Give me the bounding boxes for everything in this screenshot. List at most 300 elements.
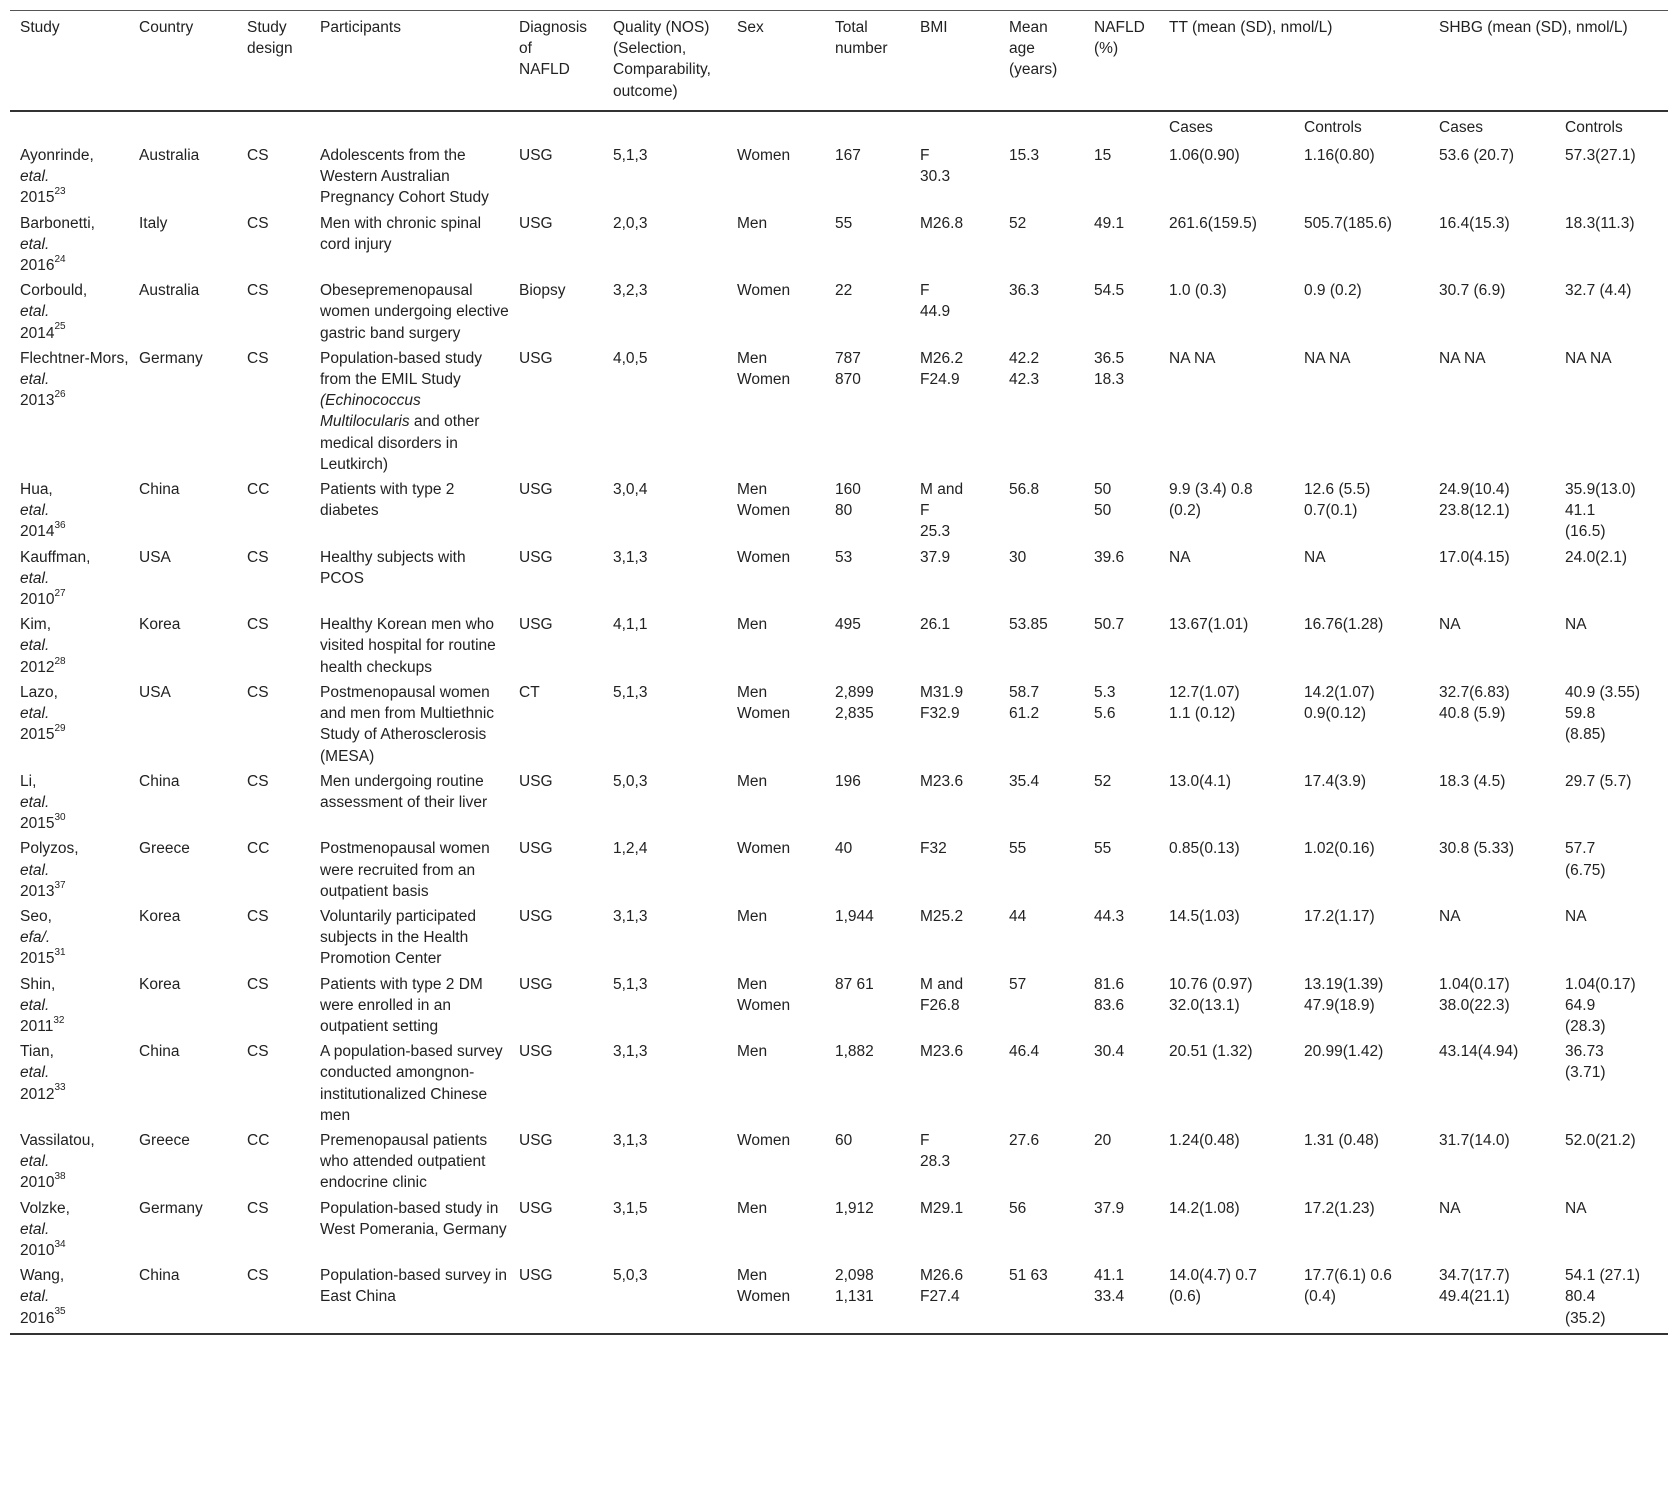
cell-sex xyxy=(727,680,825,769)
cell-quality: 3,1,3 xyxy=(613,548,648,566)
cell-tt-controls xyxy=(1294,346,1429,477)
cell-age xyxy=(999,1128,1084,1196)
cell-bmi-line: M25.2 xyxy=(920,907,964,925)
cell-nafld-line: 20 xyxy=(1094,1131,1112,1149)
cell-shbg-controls-line: (3.71) xyxy=(1565,1064,1606,1082)
cell-total-line: 80 xyxy=(835,502,853,520)
header-age xyxy=(999,11,1084,111)
cell-tt-cases xyxy=(1159,211,1294,279)
cell-total-line: 2,899 xyxy=(835,683,874,701)
cell-tt-cases-line: 20.51 (1.32) xyxy=(1169,1043,1253,1061)
cell-shbg-cases-line: 17.0(4.15) xyxy=(1439,548,1510,566)
cell-total xyxy=(825,346,910,477)
study-author: Barbonetti, xyxy=(20,214,95,232)
study-author: Lazo, xyxy=(20,683,58,701)
header-nafld xyxy=(1084,11,1159,111)
cell-tt-cases-line: 0.85(0.13) xyxy=(1169,840,1240,858)
cell-tt-cases-line: (0.6) xyxy=(1169,1288,1201,1306)
cell-country: Australia xyxy=(139,282,200,300)
cell-study xyxy=(10,680,129,769)
cell-shbg-controls xyxy=(1555,612,1668,680)
cell-quality: 4,0,5 xyxy=(613,349,648,367)
cell-sex xyxy=(727,477,825,545)
study-author: Seo, xyxy=(20,907,52,925)
cell-study xyxy=(10,1128,129,1196)
study-year: 2010 xyxy=(20,1241,55,1259)
cell-study xyxy=(10,1263,129,1334)
cell-tt-cases xyxy=(1159,1128,1294,1196)
cell-shbg-cases xyxy=(1429,1039,1555,1128)
cell-bmi xyxy=(910,1263,999,1334)
header-row xyxy=(10,11,1668,111)
cell-tt-controls-line: NA xyxy=(1304,548,1326,566)
cell-total xyxy=(825,1039,910,1128)
cell-bmi-line: F32.9 xyxy=(920,705,960,723)
cell-participants: Healthy subjects with PCOS xyxy=(320,548,466,587)
cell-shbg-cases xyxy=(1429,477,1555,545)
study-year-line xyxy=(20,390,129,411)
study-year-line xyxy=(20,948,129,969)
cell-nafld-line: 81.6 xyxy=(1094,975,1125,993)
cell-tt-controls-line: NA NA xyxy=(1304,349,1351,367)
participants-text: and other medical disorders in Leutkirch) xyxy=(320,413,480,473)
cell-sex-line: Women xyxy=(737,705,791,723)
study-etal: etal. xyxy=(20,1288,50,1306)
cell-total-line: 1,944 xyxy=(835,907,874,925)
cell-diagnosis: USG xyxy=(519,975,553,993)
cell-age-line: 56 xyxy=(1009,1199,1027,1217)
studies-table xyxy=(10,10,1668,1335)
table-row xyxy=(10,836,1668,904)
cell-participants: A population-based survey conducted amongnon-institutionalized Chinese men xyxy=(320,1043,503,1124)
cell-sex-line: Women xyxy=(737,147,791,165)
cell-sex xyxy=(727,143,825,211)
cell-country: Germany xyxy=(139,1199,203,1217)
cell-shbg-cases-line: 30.7 (6.9) xyxy=(1439,282,1506,300)
cell-sex-line: Men xyxy=(737,214,768,232)
cell-design: CS xyxy=(247,1199,269,1217)
cell-nafld xyxy=(1084,211,1159,279)
cell-shbg-controls-line: (8.85) xyxy=(1565,726,1606,744)
cell-design: CS xyxy=(247,282,269,300)
study-author: Corbould, xyxy=(20,282,88,300)
cell-design: CC xyxy=(247,840,270,858)
cell-total-line: 495 xyxy=(835,616,861,634)
study-year: 2014 xyxy=(20,324,55,342)
cell-age-line: 30 xyxy=(1009,548,1027,566)
table-row xyxy=(10,1039,1668,1128)
cell-study xyxy=(10,612,129,680)
cell-total-line: 2,835 xyxy=(835,705,874,723)
subheader-tt-cases: Cases xyxy=(1169,118,1213,136)
cell-tt-cases-line: 13.0(4.1) xyxy=(1169,772,1232,790)
cell-tt-controls-line: 0.7(0.1) xyxy=(1304,502,1358,520)
cell-tt-controls-line: 17.2(1.17) xyxy=(1304,907,1375,925)
cell-tt-cases xyxy=(1159,346,1294,477)
cell-age-line: 52 xyxy=(1009,214,1027,232)
cell-bmi-line: F27.4 xyxy=(920,1288,960,1306)
cell-sex xyxy=(727,545,825,613)
study-year-line xyxy=(20,724,129,745)
header-age-line: Mean xyxy=(1009,19,1048,36)
cell-total-line: 53 xyxy=(835,548,853,566)
cell-tt-controls xyxy=(1294,612,1429,680)
cell-country: Italy xyxy=(139,214,168,232)
cell-tt-controls xyxy=(1294,904,1429,972)
cell-tt-controls-line: 0.9(0.12) xyxy=(1304,705,1367,723)
cell-sex-line: Men xyxy=(737,907,768,925)
cell-shbg-cases-line: 24.9(10.4) xyxy=(1439,481,1510,499)
study-year: 2016 xyxy=(20,257,55,275)
header-quality-line: (Selection, xyxy=(613,40,687,58)
cell-age-line: 44 xyxy=(1009,907,1027,925)
header-design-line: Study xyxy=(247,19,287,36)
cell-total-line: 1,882 xyxy=(835,1043,874,1061)
cell-sex xyxy=(727,836,825,904)
cell-participants: Patients with type 2 DM were enrolled in an outpatient setting xyxy=(320,975,483,1035)
cell-diagnosis: USG xyxy=(519,548,553,566)
cell-tt-controls-line: 47.9(18.9) xyxy=(1304,996,1375,1014)
cell-quality: 1,2,4 xyxy=(613,840,648,858)
cell-shbg-controls-line: NA xyxy=(1565,616,1587,634)
participants-italic: (Echinococcus Multilocularis xyxy=(320,392,421,431)
table-row xyxy=(10,143,1668,211)
cell-shbg-controls-line: 24.0(2.1) xyxy=(1565,548,1628,566)
cell-shbg-controls-line: 52.0(21.2) xyxy=(1565,1131,1636,1149)
cell-shbg-controls-line: 40.9 (3.55) xyxy=(1565,683,1640,701)
cell-sex xyxy=(727,769,825,837)
cell-bmi xyxy=(910,680,999,769)
cell-sex xyxy=(727,612,825,680)
cell-quality: 3,1,3 xyxy=(613,1043,648,1061)
cell-tt-controls xyxy=(1294,211,1429,279)
cell-nafld xyxy=(1084,1196,1159,1264)
cell-bmi-line: M26.8 xyxy=(920,214,964,232)
cell-diagnosis: USG xyxy=(519,214,553,232)
cell-tt-controls xyxy=(1294,836,1429,904)
cell-design: CS xyxy=(247,975,269,993)
cell-age xyxy=(999,545,1084,613)
cell-tt-controls-line: 1.16(0.80) xyxy=(1304,147,1375,165)
cell-shbg-cases xyxy=(1429,143,1555,211)
cell-tt-controls-line: 20.99(1.42) xyxy=(1304,1043,1384,1061)
header-age-line: age xyxy=(1009,40,1035,58)
cell-shbg-controls xyxy=(1555,477,1668,545)
study-etal: etal. xyxy=(20,1153,50,1171)
cell-shbg-controls-line: 1.04(0.17) xyxy=(1565,975,1636,993)
cell-tt-cases-line: 12.7(1.07) xyxy=(1169,683,1240,701)
cell-tt-controls xyxy=(1294,278,1429,346)
cell-quality: 5,1,3 xyxy=(613,147,648,165)
cell-shbg-cases xyxy=(1429,211,1555,279)
cell-country: China xyxy=(139,772,180,790)
cell-nafld-line: 50.7 xyxy=(1094,616,1125,634)
cell-design: CS xyxy=(247,772,269,790)
cell-tt-controls xyxy=(1294,1263,1429,1334)
cell-total xyxy=(825,904,910,972)
cell-bmi-line: F xyxy=(920,147,930,165)
cell-study xyxy=(10,278,129,346)
cell-tt-cases-line: 1.24(0.48) xyxy=(1169,1131,1240,1149)
cell-age xyxy=(999,904,1084,972)
cell-total xyxy=(825,211,910,279)
cell-nafld-line: 50 xyxy=(1094,481,1112,499)
header-total xyxy=(825,11,910,111)
table-row xyxy=(10,904,1668,972)
study-etal: etal. xyxy=(20,168,50,186)
cell-design: CS xyxy=(247,349,269,367)
cell-total xyxy=(825,477,910,545)
header-design xyxy=(237,11,310,111)
study-year: 2013 xyxy=(20,392,55,410)
cell-shbg-controls xyxy=(1555,211,1668,279)
cell-diagnosis: CT xyxy=(519,683,540,701)
cell-total xyxy=(825,836,910,904)
cell-nafld xyxy=(1084,612,1159,680)
cell-tt-cases-line: 14.2(1.08) xyxy=(1169,1199,1240,1217)
cell-shbg-controls-line: 57.3(27.1) xyxy=(1565,147,1636,165)
cell-shbg-controls-line: (16.5) xyxy=(1565,523,1606,541)
cell-tt-cases xyxy=(1159,769,1294,837)
cell-design: CS xyxy=(247,683,269,701)
cell-study xyxy=(10,545,129,613)
cell-tt-controls-line: 17.2(1.23) xyxy=(1304,1199,1375,1217)
header-bmi: BMI xyxy=(910,11,999,111)
cell-bmi xyxy=(910,211,999,279)
cell-sex-line: Men xyxy=(737,481,768,499)
cell-study xyxy=(10,769,129,837)
table-row xyxy=(10,278,1668,346)
cell-country: China xyxy=(139,1043,180,1061)
cell-total xyxy=(825,1128,910,1196)
cell-quality: 5,1,3 xyxy=(613,975,648,993)
cell-bmi-line: M and xyxy=(920,975,964,993)
cell-shbg-cases xyxy=(1429,1196,1555,1264)
cell-nafld-line: 5.3 xyxy=(1094,683,1116,701)
cell-shbg-cases-line: 43.14(4.94) xyxy=(1439,1043,1519,1061)
cell-participants: Men undergoing routine assessment of their liver xyxy=(320,772,488,811)
cell-nafld xyxy=(1084,477,1159,545)
header-study: Study xyxy=(10,11,129,111)
study-author: Kim, xyxy=(20,616,51,634)
cell-shbg-cases-line: 23.8(12.1) xyxy=(1439,502,1510,520)
cell-bmi-line: 26.1 xyxy=(920,616,951,634)
cell-age xyxy=(999,477,1084,545)
study-year: 2014 xyxy=(20,523,55,541)
cell-total xyxy=(825,278,910,346)
cell-diagnosis: USG xyxy=(519,481,553,499)
cell-shbg-cases xyxy=(1429,836,1555,904)
cell-tt-controls xyxy=(1294,1039,1429,1128)
cell-country: Germany xyxy=(139,349,203,367)
cell-country: Korea xyxy=(139,616,181,634)
cell-shbg-controls xyxy=(1555,278,1668,346)
study-etal: etal. xyxy=(20,996,50,1014)
study-author: Hua, xyxy=(20,481,53,499)
cell-nafld-line: 39.6 xyxy=(1094,548,1125,566)
cell-tt-cases-line: 1.1 (0.12) xyxy=(1169,705,1236,723)
cell-tt-cases-line: 32.0(13.1) xyxy=(1169,996,1240,1014)
cell-shbg-controls xyxy=(1555,1128,1668,1196)
cell-bmi-line: M and xyxy=(920,481,964,499)
cell-nafld xyxy=(1084,1128,1159,1196)
cell-nafld-line: 50 xyxy=(1094,502,1112,520)
subheader-row xyxy=(10,111,1668,143)
cell-shbg-cases-line: 53.6 (20.7) xyxy=(1439,147,1514,165)
cell-bmi-line: 30.3 xyxy=(920,168,951,186)
cell-shbg-controls-line: 64.9 xyxy=(1565,996,1596,1014)
cell-shbg-controls xyxy=(1555,972,1668,1040)
cell-nafld-line: 49.1 xyxy=(1094,214,1125,232)
cell-shbg-controls xyxy=(1555,346,1668,477)
cell-tt-controls-line: 13.19(1.39) xyxy=(1304,975,1384,993)
cell-shbg-cases xyxy=(1429,904,1555,972)
cell-tt-controls xyxy=(1294,477,1429,545)
cell-shbg-controls-line: 54.1 (27.1) xyxy=(1565,1267,1640,1285)
study-year-line xyxy=(20,1084,129,1105)
cell-sex xyxy=(727,1039,825,1128)
cell-shbg-controls xyxy=(1555,1196,1668,1264)
cell-shbg-cases-line: NA NA xyxy=(1439,349,1486,367)
cell-shbg-controls-line: 80.4 xyxy=(1565,1288,1596,1306)
study-year-line xyxy=(20,589,129,610)
cell-age-line: 53.85 xyxy=(1009,616,1048,634)
cell-sex-line: Men xyxy=(737,1199,768,1217)
cell-total xyxy=(825,143,910,211)
cell-nafld xyxy=(1084,769,1159,837)
cell-age-line: 57 xyxy=(1009,975,1027,993)
cell-country: China xyxy=(139,481,180,499)
cell-nafld-line: 52 xyxy=(1094,772,1112,790)
study-ref: 34 xyxy=(54,1238,66,1250)
study-ref: 38 xyxy=(54,1171,66,1183)
study-ref: 30 xyxy=(54,811,66,823)
study-ref: 26 xyxy=(54,389,66,401)
study-ref: 36 xyxy=(54,520,66,532)
cell-nafld xyxy=(1084,680,1159,769)
cell-design: CS xyxy=(247,214,269,232)
cell-diagnosis: USG xyxy=(519,772,553,790)
cell-bmi-line: F24.9 xyxy=(920,371,960,389)
cell-shbg-cases-line: 1.04(0.17) xyxy=(1439,975,1510,993)
study-etal: etal. xyxy=(20,235,50,253)
cell-shbg-cases-line: 18.3 (4.5) xyxy=(1439,772,1506,790)
cell-age-line: 56.8 xyxy=(1009,481,1040,499)
cell-tt-cases-line: 1.06(0.90) xyxy=(1169,147,1240,165)
cell-total-line: 2,098 xyxy=(835,1267,874,1285)
cell-shbg-cases xyxy=(1429,1128,1555,1196)
cell-tt-controls-line: 14.2(1.07) xyxy=(1304,683,1375,701)
cell-nafld-line: 5.6 xyxy=(1094,705,1116,723)
cell-bmi-line: 37.9 xyxy=(920,548,951,566)
cell-nafld xyxy=(1084,836,1159,904)
study-year: 2012 xyxy=(20,658,55,676)
cell-sex-line: Women xyxy=(737,1288,791,1306)
cell-shbg-controls-line: (35.2) xyxy=(1565,1309,1606,1327)
cell-shbg-controls-line: (28.3) xyxy=(1565,1017,1606,1035)
cell-tt-cases xyxy=(1159,972,1294,1040)
cell-bmi xyxy=(910,1128,999,1196)
study-etal: etal. xyxy=(20,303,50,321)
cell-bmi xyxy=(910,972,999,1040)
study-author: Tian, xyxy=(20,1043,54,1061)
cell-diagnosis: USG xyxy=(519,840,553,858)
cell-tt-cases xyxy=(1159,836,1294,904)
cell-shbg-cases xyxy=(1429,769,1555,837)
cell-bmi-line: F26.8 xyxy=(920,996,960,1014)
cell-shbg-controls xyxy=(1555,1263,1668,1334)
cell-sex-line: Men xyxy=(737,349,768,367)
cell-sex-line: Men xyxy=(737,975,768,993)
table-row xyxy=(10,477,1668,545)
cell-design: CC xyxy=(247,481,270,499)
cell-shbg-cases-line: NA xyxy=(1439,1199,1461,1217)
cell-participants: Patients with type 2 diabetes xyxy=(320,481,455,520)
cell-bmi-line: M26.6 xyxy=(920,1267,964,1285)
cell-study xyxy=(10,972,129,1040)
study-year: 2013 xyxy=(20,882,55,900)
cell-design: CS xyxy=(247,548,269,566)
cell-tt-cases xyxy=(1159,278,1294,346)
cell-total-line: 22 xyxy=(835,282,853,300)
cell-study xyxy=(10,211,129,279)
cell-tt-cases-line: 10.76 (0.97) xyxy=(1169,975,1253,993)
cell-shbg-cases-line: 40.8 (5.9) xyxy=(1439,705,1506,723)
cell-sex-line: Men xyxy=(737,683,768,701)
cell-nafld-line: 41.1 xyxy=(1094,1267,1125,1285)
study-author: Kauffman, xyxy=(20,548,91,566)
subheader-tt-controls: Controls xyxy=(1304,118,1362,136)
cell-nafld-line: 15 xyxy=(1094,147,1112,165)
cell-design: CS xyxy=(247,907,269,925)
cell-shbg-cases-line: 32.7(6.83) xyxy=(1439,683,1510,701)
cell-tt-controls-line: 1.02(0.16) xyxy=(1304,840,1375,858)
header-diagnosis-line: Diagnosis xyxy=(519,19,588,36)
cell-sex xyxy=(727,211,825,279)
header-quality xyxy=(603,11,727,111)
cell-sex-line: Women xyxy=(737,548,791,566)
study-ref: 24 xyxy=(54,253,66,265)
study-ref: 33 xyxy=(54,1082,66,1094)
study-year: 2015 xyxy=(20,815,55,833)
cell-bmi xyxy=(910,836,999,904)
header-diagnosis-line: NAFLD xyxy=(519,61,570,79)
header-quality-line: Comparability, xyxy=(613,61,711,79)
header-quality-line: Quality (NOS) xyxy=(613,19,710,36)
cell-nafld-line: 36.5 xyxy=(1094,349,1125,367)
participants-text: Population-based study from the EMIL Study xyxy=(320,349,483,389)
cell-shbg-cases-line: NA xyxy=(1439,616,1461,634)
cell-country: Korea xyxy=(139,907,181,925)
header-shbg: SHBG (mean (SD), nmol/L) xyxy=(1429,11,1668,111)
cell-total-line: 1,131 xyxy=(835,1288,874,1306)
study-etal: etal. xyxy=(20,793,50,811)
cell-shbg-cases xyxy=(1429,278,1555,346)
cell-tt-cases xyxy=(1159,612,1294,680)
cell-sex xyxy=(727,346,825,477)
cell-age xyxy=(999,612,1084,680)
cell-shbg-cases xyxy=(1429,972,1555,1040)
cell-quality: 2,0,3 xyxy=(613,214,648,232)
header-tt: TT (mean (SD), nmol/L) xyxy=(1159,11,1429,111)
cell-participants: Obesepremenopausal women undergoing elective gastric band surgery xyxy=(320,282,509,342)
cell-sex-line: Women xyxy=(737,840,791,858)
cell-bmi xyxy=(910,545,999,613)
cell-shbg-cases xyxy=(1429,612,1555,680)
cell-tt-cases xyxy=(1159,904,1294,972)
cell-bmi-line: 44.9 xyxy=(920,303,951,321)
study-author: Ayonrinde, xyxy=(20,147,94,165)
